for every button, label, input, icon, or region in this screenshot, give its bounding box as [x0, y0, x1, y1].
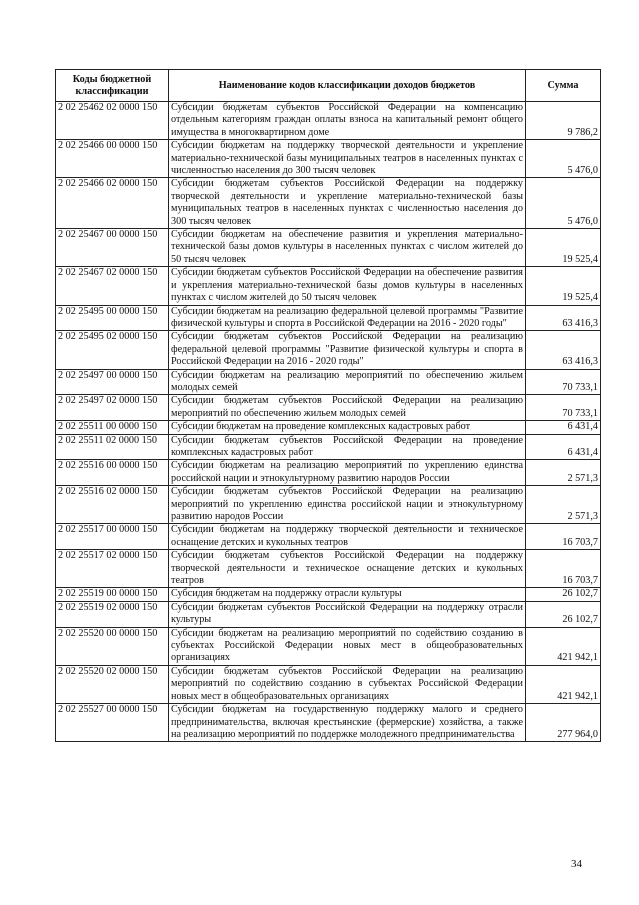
table-row	[56, 229, 601, 267]
name-cell: Субсидии бюджетам на проведение комплексных кадастровых работ	[169, 421, 526, 434]
table-row	[56, 665, 601, 703]
code-cell: 2 02 25519 00 0000 150	[56, 588, 169, 601]
sum-cell: 5 476,0	[526, 178, 601, 229]
name-cell: Субсидия бюджетам на поддержку отрасли культуры	[169, 588, 526, 601]
name-cell: Субсидии бюджетам субъектов Российской Федерации на реализацию мероприятий по содействию созданию в субъектах Российской Федерации новых мест в общеобразовательных организациях	[169, 665, 526, 703]
table-row	[56, 178, 601, 229]
page-number: 34	[571, 858, 582, 870]
code-cell: 2 02 25520 02 0000 150	[56, 665, 169, 703]
name-cell: Субсидии бюджетам субъектов Российской Федерации на реализацию мероприятий по обеспечению жильем молодых семей	[169, 395, 526, 421]
sum-cell: 16 703,7	[526, 524, 601, 550]
table-row	[56, 140, 601, 178]
sum-cell: 277 964,0	[526, 704, 601, 742]
sum-cell: 2 571,3	[526, 460, 601, 486]
table-row	[56, 434, 601, 460]
table-header-row	[56, 70, 601, 102]
table-row	[56, 550, 601, 588]
name-cell: Субсидии бюджетам субъектов Российской Федерации на поддержку творческой деятельности и техническое оснащение детских и кукольных театров	[169, 550, 526, 588]
table-row	[56, 305, 601, 331]
code-cell: 2 02 25495 02 0000 150	[56, 331, 169, 369]
table-row	[56, 486, 601, 524]
table-row	[56, 588, 601, 601]
name-cell: Субсидии бюджетам на реализацию мероприятий по обеспечению жильем молодых семей	[169, 369, 526, 395]
code-cell: 2 02 25517 02 0000 150	[56, 550, 169, 588]
name-cell: Субсидии бюджетам субъектов Российской Федерации на обеспечение развития и укрепления материально-технической базы домов культуры в населенных пунктах с числом жителей до 50 тысяч человек	[169, 267, 526, 305]
table-row	[56, 627, 601, 665]
name-cell: Субсидии бюджетам на реализацию федеральной целевой программы "Развитие физической культуры и спорта в Российской Федерации на 2016 - 2020 годы"	[169, 305, 526, 331]
code-cell: 2 02 25511 02 0000 150	[56, 434, 169, 460]
code-cell: 2 02 25516 00 0000 150	[56, 460, 169, 486]
table-row	[56, 460, 601, 486]
code-cell: 2 02 25467 00 0000 150	[56, 229, 169, 267]
name-cell: Субсидии бюджетам субъектов Российской Федерации на компенсацию отдельным категориям граждан оплаты взноса на капитальный ремонт общего имущества в многоквартирном доме	[169, 102, 526, 140]
code-cell: 2 02 25466 00 0000 150	[56, 140, 169, 178]
code-cell: 2 02 25520 00 0000 150	[56, 627, 169, 665]
code-cell: 2 02 25467 02 0000 150	[56, 267, 169, 305]
sum-cell: 421 942,1	[526, 665, 601, 703]
table-row	[56, 102, 601, 140]
code-cell: 2 02 25495 00 0000 150	[56, 305, 169, 331]
budget-classification-table	[55, 69, 601, 742]
code-cell: 2 02 25462 02 0000 150	[56, 102, 169, 140]
table-row	[56, 601, 601, 627]
name-cell: Субсидии бюджетам субъектов Российской Федерации на поддержку творческой деятельности и укрепление материально-технической базы муниципальных театров в населенных пунктах с численностью населения до 300 тысяч человек	[169, 178, 526, 229]
sum-cell: 16 703,7	[526, 550, 601, 588]
table-row	[56, 524, 601, 550]
name-cell: Субсидии бюджетам субъектов Российской Федерации на реализацию мероприятий по укреплению единства российской нации и этнокультурному развитию народов России	[169, 486, 526, 524]
sum-cell: 9 786,2	[526, 102, 601, 140]
code-cell: 2 02 25466 02 0000 150	[56, 178, 169, 229]
sum-cell: 421 942,1	[526, 627, 601, 665]
table-row	[56, 421, 601, 434]
code-cell: 2 02 25517 00 0000 150	[56, 524, 169, 550]
header-sum: Сумма	[526, 70, 601, 102]
sum-cell: 70 733,1	[526, 395, 601, 421]
header-name: Наименование кодов классификации доходов бюджетов	[169, 70, 526, 102]
sum-cell: 19 525,4	[526, 267, 601, 305]
sum-cell: 5 476,0	[526, 140, 601, 178]
name-cell: Субсидии бюджетам на государственную поддержку малого и среднего предпринимательства, включая крестьянские (фермерские) хозяйства, а также на реализацию мероприятий по поддержке молодежного предпринимательства	[169, 704, 526, 742]
name-cell: Субсидии бюджетам на поддержку творческой деятельности и техническое оснащение детских и кукольных театров	[169, 524, 526, 550]
code-cell: 2 02 25519 02 0000 150	[56, 601, 169, 627]
table-row	[56, 704, 601, 742]
name-cell: Субсидии бюджетам субъектов Российской Федерации на поддержку отрасли культуры	[169, 601, 526, 627]
sum-cell: 26 102,7	[526, 588, 601, 601]
name-cell: Субсидии бюджетам субъектов Российской Федерации на проведение комплексных кадастровых работ	[169, 434, 526, 460]
code-cell: 2 02 25497 00 0000 150	[56, 369, 169, 395]
sum-cell: 6 431,4	[526, 421, 601, 434]
name-cell: Субсидии бюджетам субъектов Российской Федерации на реализацию федеральной целевой программы "Развитие физической культуры и спорта в Российской Федерации на 2016 - 2020 годы"	[169, 331, 526, 369]
sum-cell: 63 416,3	[526, 305, 601, 331]
code-cell: 2 02 25527 00 0000 150	[56, 704, 169, 742]
name-cell: Субсидии бюджетам на реализацию мероприятий по содействию созданию в субъектах Российской Федерации новых мест в общеобразовательных организациях	[169, 627, 526, 665]
code-cell: 2 02 25516 02 0000 150	[56, 486, 169, 524]
name-cell: Субсидии бюджетам на реализацию мероприятий по укреплению единства российской нации и этнокультурному развитию народов России	[169, 460, 526, 486]
table-body	[56, 102, 601, 742]
sum-cell: 63 416,3	[526, 331, 601, 369]
sum-cell: 19 525,4	[526, 229, 601, 267]
sum-cell: 26 102,7	[526, 601, 601, 627]
name-cell: Субсидии бюджетам на обеспечение развития и укрепления материально-технической базы домов культуры в населенных пунктах с числом жителей до 50 тысяч человек	[169, 229, 526, 267]
table-row	[56, 369, 601, 395]
header-code: Коды бюджетной классификации	[56, 70, 169, 102]
code-cell: 2 02 25511 00 0000 150	[56, 421, 169, 434]
table-row	[56, 267, 601, 305]
sum-cell: 70 733,1	[526, 369, 601, 395]
table-row	[56, 331, 601, 369]
sum-cell: 6 431,4	[526, 434, 601, 460]
name-cell: Субсидии бюджетам на поддержку творческой деятельности и укрепление материально-технической базы муниципальных театров в населенных пунктах с численностью населения до 300 тысяч человек	[169, 140, 526, 178]
code-cell: 2 02 25497 02 0000 150	[56, 395, 169, 421]
table-row	[56, 395, 601, 421]
sum-cell: 2 571,3	[526, 486, 601, 524]
